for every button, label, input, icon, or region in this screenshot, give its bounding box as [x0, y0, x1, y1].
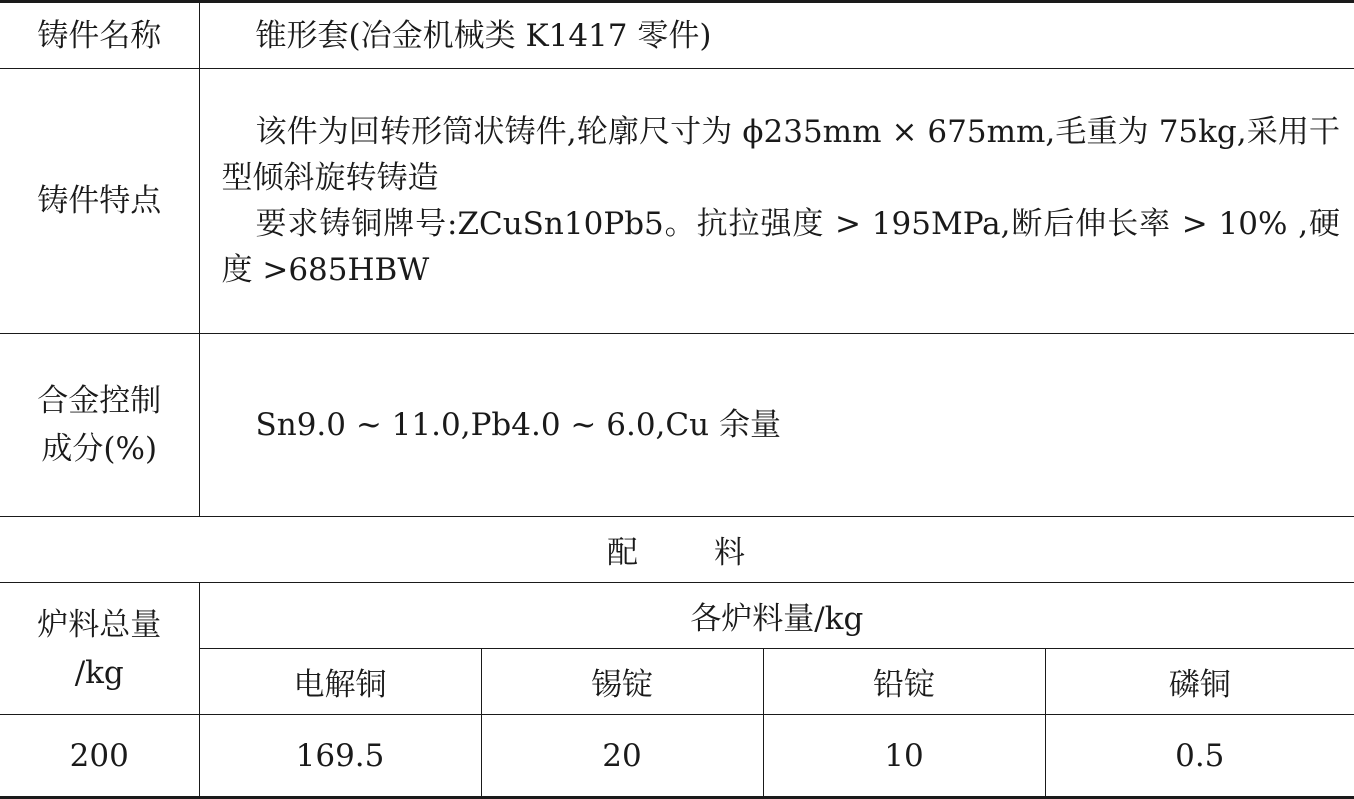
- row-casting-features: [0, 69, 1354, 334]
- batching-title: [0, 517, 1354, 583]
- row-batching-title: [0, 517, 1354, 583]
- casting-features-value: [199, 69, 1354, 334]
- casting-name-label: 铸件名称: [0, 2, 199, 69]
- casting-name-value: 锥形套(冶金机械类 K1417 零件): [199, 2, 1354, 69]
- electrolytic-copper-value: 169.5: [199, 715, 481, 798]
- total-charge-value: 200: [0, 715, 199, 798]
- total-charge-label-line1: 炉料总量: [37, 606, 162, 643]
- alloy-composition-text: Sn9.0 ~ 11.0,Pb4.0 ~ 6.0,Cu 余量: [255, 407, 781, 443]
- each-charge-label: 各炉料量/kg: [199, 583, 1354, 649]
- features-paragraph-2: 要求铸铜牌号:ZCuSn10Pb5。抗拉强度 > 195MPa,断后伸长率 > 10% ,硬度 >685HBW: [221, 206, 1341, 288]
- column-header-electrolytic-copper: 电解铜: [199, 649, 481, 715]
- alloy-composition-value: [199, 334, 1354, 517]
- casting-features-label: 铸件特点: [0, 69, 199, 334]
- row-casting-name: [0, 2, 1354, 69]
- alloy-label-line2: 成分(%): [41, 431, 158, 467]
- row-batching-header-1: [0, 583, 1354, 649]
- row-batching-header-2: [0, 649, 1354, 715]
- batching-title-char2: 料: [714, 535, 747, 571]
- total-charge-label: [0, 583, 199, 715]
- column-header-tin-ingot: 锡锭: [481, 649, 763, 715]
- row-alloy-composition: [0, 334, 1354, 517]
- tin-ingot-value: 20: [481, 715, 763, 798]
- total-charge-label-line2: /kg: [74, 654, 124, 691]
- batching-title-char1: 配: [607, 535, 640, 571]
- features-paragraph-1: 该件为回转形筒状铸件,轮廓尺寸为 ϕ235mm × 675mm,毛重为 75kg,采用干型倾斜旋转铸造: [221, 114, 1341, 196]
- alloy-label-line1: 合金控制: [37, 383, 162, 419]
- alloy-composition-label: [0, 334, 199, 517]
- lead-ingot-value: 10: [763, 715, 1045, 798]
- phosphor-copper-value: 0.5: [1045, 715, 1354, 798]
- column-header-phosphor-copper: 磷铜: [1045, 649, 1354, 715]
- column-header-lead-ingot: 铅锭: [763, 649, 1045, 715]
- row-batching-values: [0, 715, 1354, 798]
